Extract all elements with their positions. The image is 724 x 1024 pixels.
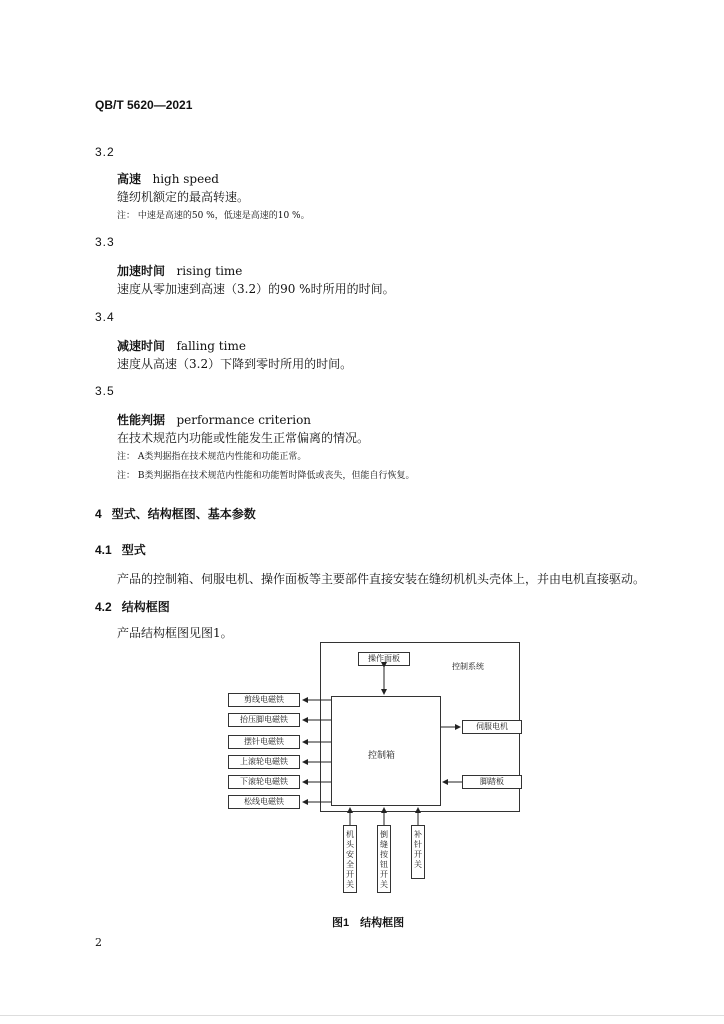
note-3-2: 注： 中速是高速的50 %，低速是高速的10 %。 (117, 211, 310, 221)
standard-number: QB/T 5620—2021 (95, 98, 193, 112)
section-title: 结构框图 (121, 600, 170, 614)
output-needle-swing-magnet: 摆针电磁铁 (228, 735, 300, 749)
section-number-3-2: 3.2 (95, 145, 115, 159)
definition-3-2: 缝纫机额定的最高转速。 (117, 190, 250, 204)
page-number: 2 (95, 936, 102, 949)
output-trim-magnet: 剪线电磁铁 (228, 693, 300, 707)
figure-caption: 图1 结构框图 (332, 917, 405, 929)
section-4-1-text: 产品的控制箱、伺服电机、操作面板等主要部件直接安装在缝纫机机头壳体上，并由电机直接驱动。 (117, 572, 646, 586)
servo-motor-box: 伺服电机 (462, 720, 522, 734)
definition-3-5: 在技术规范内功能或性能发生正常偏离的情况。 (117, 431, 370, 445)
pedal-box: 脚踏板 (462, 775, 522, 789)
term-en: performance criterion (176, 413, 312, 427)
section-title: 型式、结构框图、基本参数 (111, 507, 256, 521)
section-number: 4.2 (95, 600, 112, 614)
section-number-3-3: 3.3 (95, 235, 115, 249)
term-cn: 减速时间 (117, 339, 166, 353)
section-number-3-5: 3.5 (95, 384, 115, 398)
control-system-label: 控制系统 (452, 662, 484, 671)
term-en: falling time (176, 339, 246, 353)
note-3-5-a: 注： A类判据指在技术规范内性能和功能正常。 (117, 452, 307, 462)
definition-3-4: 速度从高速（3.2）下降到零时所用的时间。 (117, 357, 353, 371)
term-en: high speed (152, 172, 219, 186)
output-upper-roller-magnet: 上滚轮电磁铁 (228, 755, 300, 769)
page-edge-line (0, 1015, 724, 1016)
switch-reverse-button: 倒 缝 按 钮 开 关 (377, 825, 391, 893)
section-4-2-text: 产品结构框图见图1。 (117, 626, 233, 640)
output-presser-magnet: 抬压脚电磁铁 (228, 713, 300, 727)
term-cn: 性能判据 (117, 413, 166, 427)
controller-label: 控制箱 (368, 751, 396, 761)
definition-3-3: 速度从零加速到高速（3.2）的90 %时所用的时间。 (117, 282, 395, 296)
section-title: 型式 (121, 543, 146, 557)
term-cn: 高速 (117, 172, 142, 186)
section-number: 4 (95, 507, 102, 521)
operation-panel-box: 操作面板 (358, 652, 410, 666)
section-number: 4.1 (95, 543, 112, 557)
switch-needle-patch: 补 针 开 关 (411, 825, 425, 879)
term-cn: 加速时间 (117, 264, 166, 278)
output-thread-release-magnet: 松线电磁铁 (228, 795, 300, 809)
term-en: rising time (176, 264, 243, 278)
switch-head-safety: 机 头 安 全 开 关 (343, 825, 357, 893)
section-number-3-4: 3.4 (95, 310, 115, 324)
output-lower-roller-magnet: 下滚轮电磁铁 (228, 775, 300, 789)
note-3-5-b: 注： B类判据指在技术规范内性能和功能暂时降低或丧失，但能自行恢复。 (117, 471, 415, 481)
